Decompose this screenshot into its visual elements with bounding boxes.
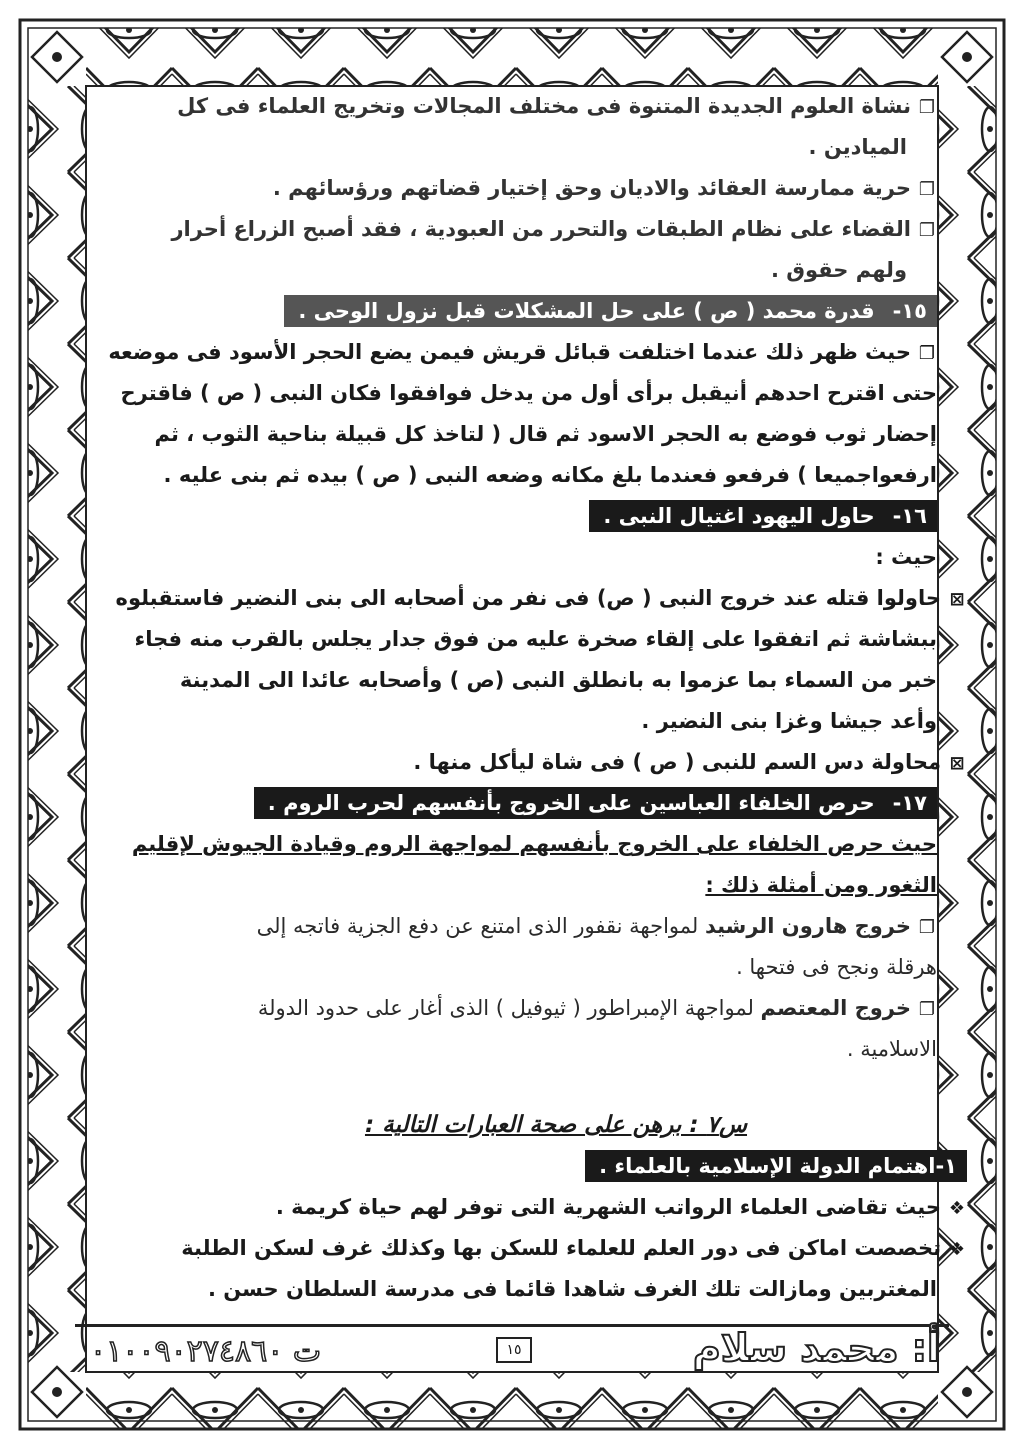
list-item: ❐خروج هارون الرشيد لمواجهة نقفور الذى امتنع عن دفع الجزية فاتجه إلى	[95, 906, 937, 947]
page-content	[95, 86, 966, 1310]
checkbox-x-icon: ⊠	[949, 589, 965, 610]
list-item: ⊠محاولة دس السم للنبى ( ص ) فى شاة ليأكل منها .	[95, 742, 967, 783]
list-item: الميادين .	[808, 135, 907, 159]
section-heading-16: ١٦-حاول اليهود اغتيال النبى .	[95, 496, 937, 537]
paragraph-line: حتى اقترح احدهم أنيقبل برأى أول من يدخل فوافقوا فكان النبى ( ص ) فاقترح	[120, 381, 937, 405]
paragraph-line: حيث :	[875, 545, 937, 569]
diamond-bullet-icon: ❖	[948, 1239, 966, 1260]
section-heading-17: ١٧-حرص الخلفاء العباسين على الخروج بأنفسهم لحرب الروم .	[95, 783, 937, 824]
diamond-bullet-icon: ❖	[948, 1198, 966, 1219]
footer-phone: ت ٠١٠٠٩٠٢٧٤٨٦٠	[90, 1334, 322, 1369]
paragraph-line: وأعد جيشا وغزا بنى النضير .	[641, 709, 937, 733]
box-bullet-icon: ❐	[918, 220, 936, 241]
list-item: ❐حرية ممارسة العقائد والاديان وحق إختيار قضاتهم ورؤسائهم .	[95, 168, 937, 209]
list-item: ❐نشاة العلوم الجديدة المتنوة فى مختلف المجالات وتخريج العلماء فى كل	[95, 86, 937, 127]
page-number: ١٥	[496, 1337, 532, 1363]
list-item: ❐خروج المعتصم لمواجهة الإمبراطور ( ثيوفيل ) الذى أغار على حدود الدولة	[95, 988, 937, 1029]
list-item: ❖تخصصت اماكن فى دور العلم للعلماء للسكن بها وكذلك غرف لسكن الطلبة	[95, 1228, 967, 1269]
list-item: ❐القضاء على نظام الطبقات والتحرر من العبودية ، فقد أصبح الزراع أحرار	[95, 209, 937, 250]
box-bullet-icon: ❐	[918, 343, 936, 364]
box-bullet-icon: ❐	[918, 999, 936, 1020]
paragraph-line: ارفعواجميعا ) فرفعو فعندما بلغ مكانه وضعه النبى ( ص ) بيده ثم بنى عليه .	[163, 463, 937, 487]
box-bullet-icon: ❐	[918, 179, 936, 200]
footer-author: أ: محمد سلام	[692, 1326, 940, 1370]
list-item: ⊠حاولوا قتله عند خروج النبى ( ص) فى نفر من أصحابه الى بنى النضير فاستقبلوه	[95, 578, 967, 619]
box-bullet-icon: ❐	[918, 917, 936, 938]
paragraph-line: الاسلامية .	[846, 1037, 937, 1061]
paragraph-line: المغتربين ومازالت تلك الغرف شاهدا قائما فى مدرسة السلطان حسن .	[207, 1277, 937, 1301]
paragraph-line: خبر من السماء بما عزموا به بانطلق النبى (ص ) وأصحابه عائدا الى المدينة	[179, 668, 937, 692]
paragraph-line: هرقلة ونجح فى فتحها .	[736, 955, 937, 979]
section-heading-1: ١-اهتمام الدولة الإسلامية بالعلماء .	[95, 1146, 967, 1187]
paragraph-line: الثغور ومن أمثلة ذلك :	[705, 873, 937, 897]
question-heading: س٧ : برهن على صحة العبارات التالية :	[364, 1112, 748, 1138]
list-item: ولهم حقوق .	[770, 258, 907, 282]
paragraph-line: إحضار ثوب فوضع به الحجر الاسود ثم قال ( لتاخذ كل قبيلة بناحية الثوب ، ثم	[154, 422, 937, 446]
paragraph-line: ببشاشة ثم اتفقوا على إلقاء صخرة عليه من فوق جدار يجلس بالقرب منه فجاء	[134, 627, 937, 651]
list-item: ❖حيث تقاضى العلماء الرواتب الشهرية التى توفر لهم حياة كريمة .	[95, 1187, 967, 1228]
section-heading-15: ١٥-قدرة محمد ( ص ) على حل المشكلات قبل نزول الوحى .	[95, 291, 937, 332]
checkbox-x-icon: ⊠	[949, 753, 965, 774]
box-bullet-icon: ❐	[918, 97, 936, 118]
paragraph-line: حيث حرص الخلفاء على الخروج بأنفسهم لمواجهة الروم وقيادة الجيوش لإقليم	[131, 832, 937, 856]
list-item: ❐حيث ظهر ذلك عندما اختلفت قبائل قريش فيمن يضع الحجر الأسود فى موضعه	[95, 332, 937, 373]
